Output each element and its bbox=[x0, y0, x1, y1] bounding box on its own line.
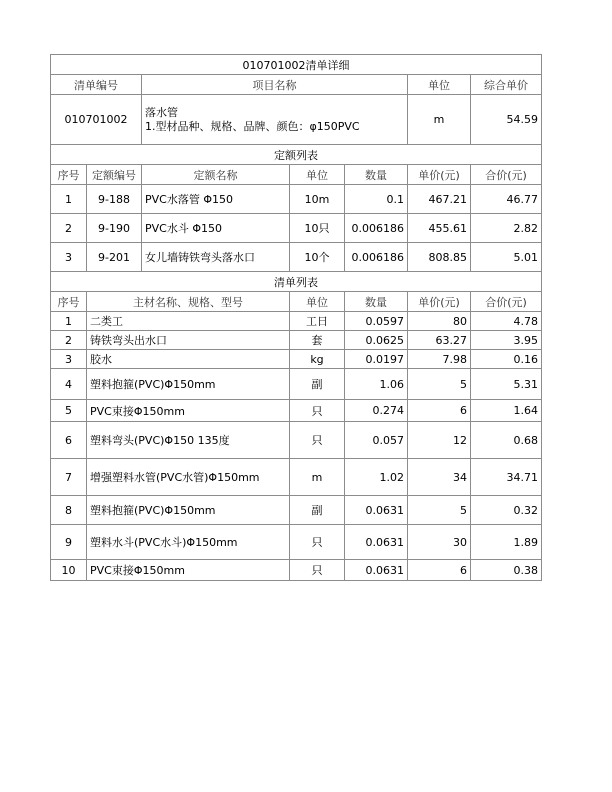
bill-price-header: 综合单价 bbox=[471, 75, 542, 95]
bill-code-header: 清单编号 bbox=[51, 75, 142, 95]
material-qty: 0.274 bbox=[345, 400, 408, 422]
material-unit: 副 bbox=[290, 496, 345, 525]
quota-total: 5.01 bbox=[471, 243, 542, 272]
quota-unit: 10个 bbox=[290, 243, 345, 272]
material-total: 4.78 bbox=[471, 312, 542, 331]
material-name: 塑料抱箍(PVC)Φ150mm bbox=[87, 496, 290, 525]
material-name: 二类工 bbox=[87, 312, 290, 331]
material-unit: 只 bbox=[290, 560, 345, 581]
material-unit: 只 bbox=[290, 525, 345, 560]
material-row bbox=[51, 400, 542, 422]
quota-row bbox=[51, 185, 542, 214]
material-price: 80 bbox=[408, 312, 471, 331]
material-price: 30 bbox=[408, 525, 471, 560]
quota-qty: 0.006186 bbox=[345, 214, 408, 243]
quota-unit-header: 单位 bbox=[290, 165, 345, 185]
quota-qty-header: 数量 bbox=[345, 165, 408, 185]
material-total: 1.64 bbox=[471, 400, 542, 422]
quota-row bbox=[51, 243, 542, 272]
material-price: 34 bbox=[408, 459, 471, 496]
material-qty: 0.0597 bbox=[345, 312, 408, 331]
material-unit-header: 单位 bbox=[290, 292, 345, 312]
material-row bbox=[51, 312, 542, 331]
material-no: 9 bbox=[51, 525, 87, 560]
material-price: 7.98 bbox=[408, 350, 471, 369]
bill-header-row bbox=[51, 75, 542, 95]
material-name: 塑料抱箍(PVC)Φ150mm bbox=[87, 369, 290, 400]
material-unit: 工日 bbox=[290, 312, 345, 331]
material-price: 63.27 bbox=[408, 331, 471, 350]
quota-header-row bbox=[51, 165, 542, 185]
material-unit: 只 bbox=[290, 400, 345, 422]
quota-total: 46.77 bbox=[471, 185, 542, 214]
material-total: 1.89 bbox=[471, 525, 542, 560]
material-row bbox=[51, 459, 542, 496]
material-row bbox=[51, 496, 542, 525]
quota-price: 467.21 bbox=[408, 185, 471, 214]
quota-name: PVC水斗 Φ150 bbox=[142, 214, 290, 243]
quota-code: 9-190 bbox=[87, 214, 142, 243]
quota-section-row bbox=[51, 145, 542, 165]
material-qty: 1.06 bbox=[345, 369, 408, 400]
quota-no-header: 序号 bbox=[51, 165, 87, 185]
material-header-row bbox=[51, 292, 542, 312]
sheet-title: 010701002清单详细 bbox=[51, 55, 542, 75]
quota-code-header: 定额编号 bbox=[87, 165, 142, 185]
material-qty: 0.0631 bbox=[345, 496, 408, 525]
material-qty: 0.0197 bbox=[345, 350, 408, 369]
material-name: PVC束接Φ150mm bbox=[87, 560, 290, 581]
material-unit: 只 bbox=[290, 422, 345, 459]
material-total: 0.16 bbox=[471, 350, 542, 369]
material-total: 0.38 bbox=[471, 560, 542, 581]
quota-name: PVC水落管 Φ150 bbox=[142, 185, 290, 214]
quota-no: 1 bbox=[51, 185, 87, 214]
material-price: 5 bbox=[408, 369, 471, 400]
quota-row bbox=[51, 214, 542, 243]
material-no: 1 bbox=[51, 312, 87, 331]
material-total-header: 合价(元) bbox=[471, 292, 542, 312]
material-total: 0.68 bbox=[471, 422, 542, 459]
quota-code: 9-201 bbox=[87, 243, 142, 272]
bill-unit-header: 单位 bbox=[408, 75, 471, 95]
bill-name-line2: 1.型材品种、规格、品牌、颜色：φ150PVC bbox=[145, 119, 360, 133]
material-unit: 套 bbox=[290, 331, 345, 350]
material-row bbox=[51, 369, 542, 400]
material-no: 10 bbox=[51, 560, 87, 581]
material-qty: 0.0631 bbox=[345, 525, 408, 560]
material-no: 5 bbox=[51, 400, 87, 422]
quota-total-header: 合价(元) bbox=[471, 165, 542, 185]
quota-price-header: 单价(元) bbox=[408, 165, 471, 185]
material-qty: 0.0631 bbox=[345, 560, 408, 581]
quota-qty: 0.1 bbox=[345, 185, 408, 214]
quota-name-header: 定额名称 bbox=[142, 165, 290, 185]
material-qty: 0.057 bbox=[345, 422, 408, 459]
bill-row bbox=[51, 95, 542, 145]
quota-price: 808.85 bbox=[408, 243, 471, 272]
quota-section-title: 定额列表 bbox=[51, 145, 542, 165]
material-section-row bbox=[51, 272, 542, 292]
material-no: 2 bbox=[51, 331, 87, 350]
material-name: 塑料水斗(PVC水斗)Φ150mm bbox=[87, 525, 290, 560]
material-row bbox=[51, 350, 542, 369]
material-total: 0.32 bbox=[471, 496, 542, 525]
bill-name-header: 项目名称 bbox=[142, 75, 408, 95]
material-qty: 1.02 bbox=[345, 459, 408, 496]
material-no: 8 bbox=[51, 496, 87, 525]
material-price: 6 bbox=[408, 560, 471, 581]
quota-unit: 10m bbox=[290, 185, 345, 214]
material-unit: m bbox=[290, 459, 345, 496]
material-name-header: 主材名称、规格、型号 bbox=[87, 292, 290, 312]
material-unit: kg bbox=[290, 350, 345, 369]
material-name: 增强塑料水管(PVC水管)Φ150mm bbox=[87, 459, 290, 496]
material-unit: 副 bbox=[290, 369, 345, 400]
bill-unit: m bbox=[408, 95, 471, 145]
material-no: 4 bbox=[51, 369, 87, 400]
material-section-title: 清单列表 bbox=[51, 272, 542, 292]
material-no: 3 bbox=[51, 350, 87, 369]
quota-code: 9-188 bbox=[87, 185, 142, 214]
material-no: 7 bbox=[51, 459, 87, 496]
material-total: 34.71 bbox=[471, 459, 542, 496]
bill-code: 010701002 bbox=[51, 95, 142, 145]
material-price: 6 bbox=[408, 400, 471, 422]
title-row bbox=[51, 55, 542, 75]
material-qty: 0.0625 bbox=[345, 331, 408, 350]
material-name: PVC束接Φ150mm bbox=[87, 400, 290, 422]
material-price: 12 bbox=[408, 422, 471, 459]
material-name: 塑料弯头(PVC)Φ150 135度 bbox=[87, 422, 290, 459]
quota-unit: 10只 bbox=[290, 214, 345, 243]
quota-total: 2.82 bbox=[471, 214, 542, 243]
bill-price: 54.59 bbox=[471, 95, 542, 145]
material-price-header: 单价(元) bbox=[408, 292, 471, 312]
quota-qty: 0.006186 bbox=[345, 243, 408, 272]
material-no-header: 序号 bbox=[51, 292, 87, 312]
quota-price: 455.61 bbox=[408, 214, 471, 243]
bill-detail-table bbox=[50, 54, 542, 581]
quota-no: 2 bbox=[51, 214, 87, 243]
quota-no: 3 bbox=[51, 243, 87, 272]
material-name: 胶水 bbox=[87, 350, 290, 369]
material-name: 铸铁弯头出水口 bbox=[87, 331, 290, 350]
material-qty-header: 数量 bbox=[345, 292, 408, 312]
material-total: 5.31 bbox=[471, 369, 542, 400]
quota-name: 女儿墙铸铁弯头落水口 bbox=[142, 243, 290, 272]
material-price: 5 bbox=[408, 496, 471, 525]
material-no: 6 bbox=[51, 422, 87, 459]
material-total: 3.95 bbox=[471, 331, 542, 350]
material-row bbox=[51, 525, 542, 560]
bill-name bbox=[142, 95, 408, 145]
material-row bbox=[51, 331, 542, 350]
bill-name-line1: 落水管 bbox=[145, 105, 178, 119]
material-row bbox=[51, 560, 542, 581]
material-row bbox=[51, 422, 542, 459]
